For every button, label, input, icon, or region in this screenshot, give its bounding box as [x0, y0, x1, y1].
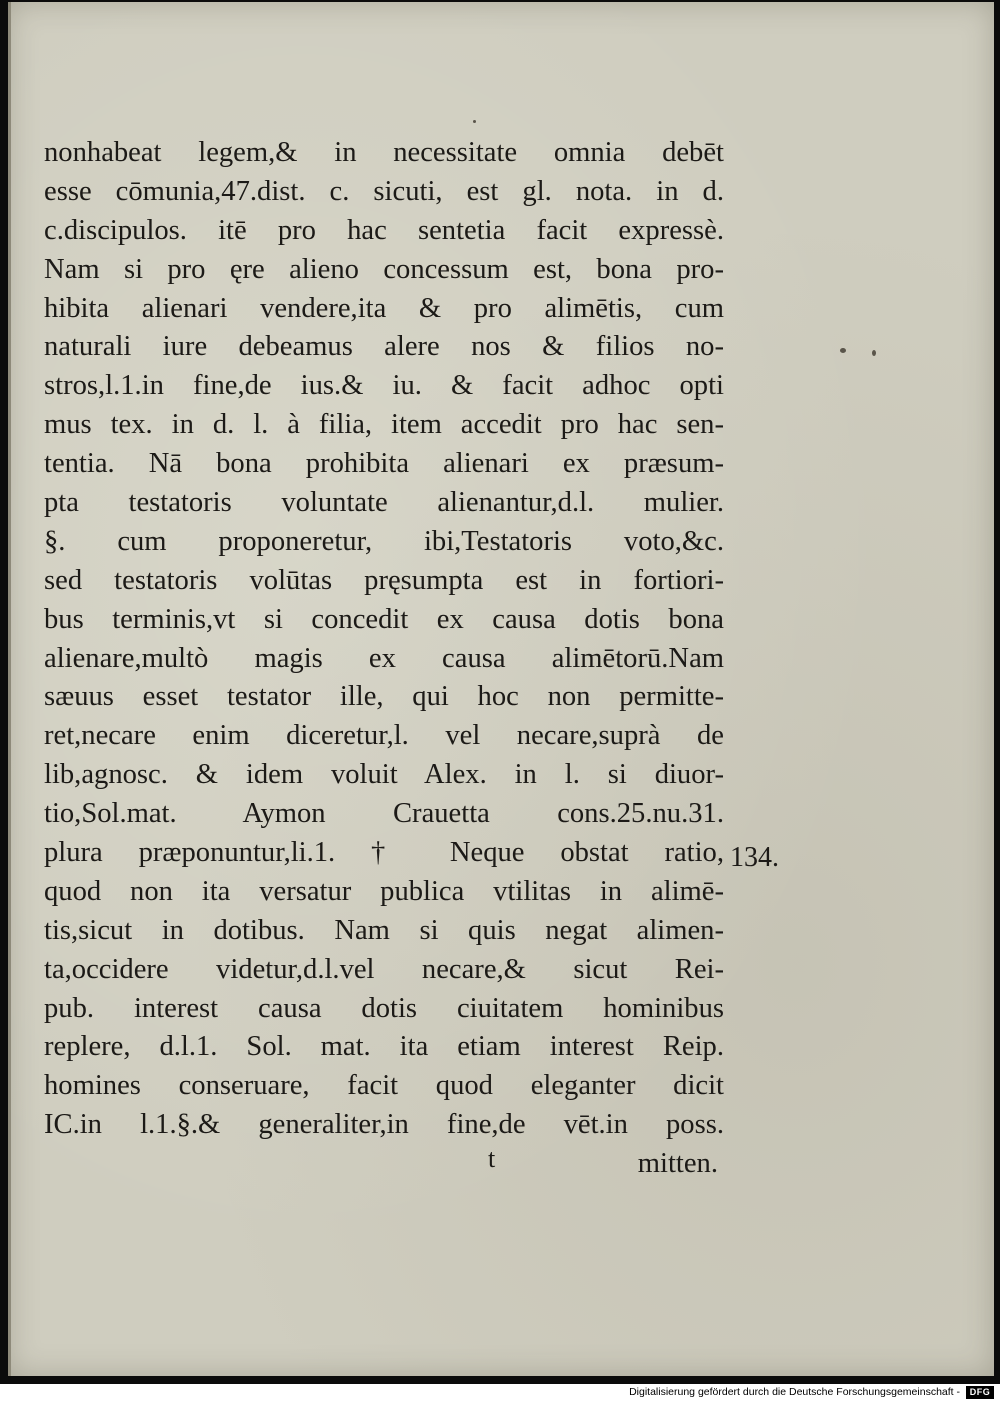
signature-mark: t — [488, 1144, 496, 1173]
book-page — [8, 2, 994, 1376]
text-line-13: bus terminis,vt si concedit ex causa dotis bona — [44, 603, 724, 635]
text-line-9: tentia. Nā bona prohibita alienari ex præsum- — [44, 448, 724, 480]
text-line-22: ta,occidere videtur,d.l.vel necare,& sicut Rei- — [44, 953, 724, 985]
text-line-24: replere, d.l.1. Sol. mat. ita etiam interest Reip. — [44, 1031, 724, 1063]
paper-speck — [840, 348, 846, 353]
text-line-15: sæuus esset testator ille, qui hoc non permitte- — [44, 681, 724, 713]
footer-bar — [0, 1384, 1000, 1403]
text-line-14: alienare,multò magis ex causa alimētorū.Nam — [44, 642, 724, 674]
text-line-12: sed testatoris volūtas pręsumpta est in fortiori- — [44, 564, 724, 596]
footer-credit: Digitalisierung gefördert durch die Deutsche Forschungsgemeinschaft - — [629, 1386, 960, 1398]
text-line-18: tio,Sol.mat. Aymon Crauetta cons.25.nu.31. — [44, 798, 724, 830]
text-line-1: nonhabeat legem,& in necessitate omnia debēt — [44, 137, 724, 168]
text-line-19: plura præponuntur,li.1. † Neque obstat ratio, — [44, 837, 724, 869]
text-line-17: lib,agnosc. & idem voluit Alex. in l. si diuor- — [44, 759, 724, 791]
paper-speck — [872, 350, 876, 356]
text-line-20: quod non ita versatur publica vtilitas in alimē- — [44, 875, 724, 907]
text-line-2: esse cōmunia,47.dist. c. sicuti, est gl. nota. in d. — [44, 175, 724, 207]
text-line-16: ret,necare enim diceretur,l. vel necare,suprà de — [44, 720, 724, 752]
text-line-6: naturali iure debeamus alere nos & filios no- — [44, 331, 724, 363]
text-line-26: IC.in l.1.§.& generaliter,in fine,de vēt.in poss. — [44, 1109, 724, 1141]
page-gutter-edge — [8, 2, 11, 1376]
text-line-3: c.discipulos. itē pro hac sentetia facit expressè. — [44, 214, 724, 246]
text-line-8: mus tex. in d. l. à filia, item accedit pro hac sen- — [44, 409, 724, 441]
text-line-25: homines conseruare, facit quod eleganter dicit — [44, 1070, 724, 1102]
main-text-block — [44, 134, 724, 1184]
catchword: mitten. — [637, 1148, 718, 1180]
text-line-11: §. cum proponeretur, ibi,Testatoris voto,&c. — [44, 525, 724, 557]
text-line-23: pub. interest causa dotis ciuitatem hominibus — [44, 992, 724, 1024]
text-line-5: hibita alienari vendere,ita & pro alimētis, cum — [44, 292, 724, 324]
margin-page-number: 134. — [730, 842, 779, 873]
text-line-7: stros,l.1.in fine,de ius.& iu. & facit adhoc opti — [44, 370, 724, 402]
text-line-21: tis,sicut in dotibus. Nam si quis negat alimen- — [44, 914, 724, 946]
text-line-4: Nam si pro ęre alieno concessum est, bona pro- — [44, 253, 724, 285]
paper-speck — [473, 120, 476, 123]
text-line-10: pta testatoris voluntate alienantur,d.l. mulier. — [44, 487, 724, 519]
dfg-logo: DFG — [966, 1386, 994, 1399]
